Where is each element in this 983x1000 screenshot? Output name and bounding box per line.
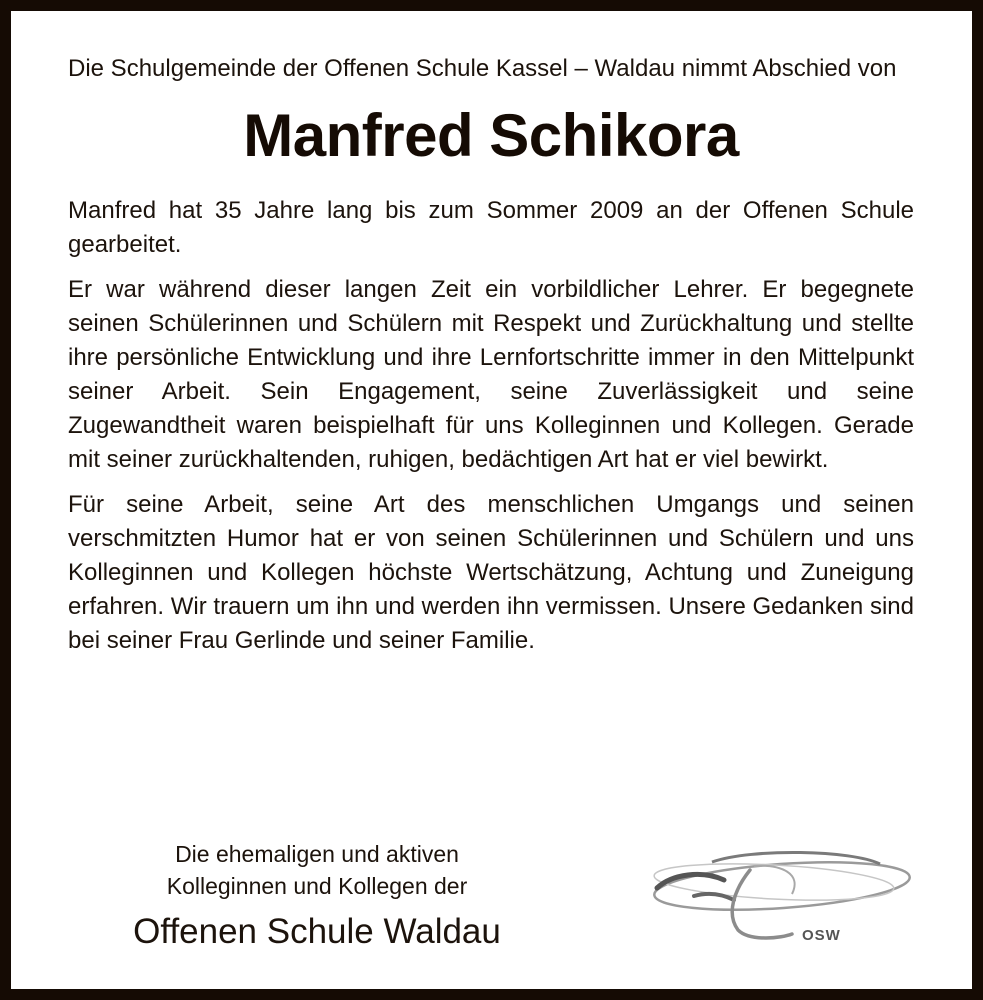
paragraph: Manfred hat 35 Jahre lang bis zum Sommer 2009 an der Offenen Schule gearbeitet.: [68, 197, 914, 258]
paragraph: Er war während dieser langen Zeit ein vorbildlicher Lehrer. Er begegnete seinen Schülerinnen und Schülern mit Respekt und Zurückhaltung und stellte ihre persönliche Entwicklung und ihre Lernfortschritte immer in den Mittelpunkt seiner Arbeit. Sein Engagement, seine Zuverlässigkeit und seine Zugewandtheit waren beispielhaft für uns Kolleginnen und Kollegen. Gerade mit seiner zurückhaltenden, ruhigen, bedächtigen Art hat er viel bewirkt.: [68, 276, 914, 473]
signers-line-1: Die ehemaligen und aktiven: [175, 841, 459, 867]
paragraph: Für seine Arbeit, seine Art des menschlichen Umgangs und seinen verschmitzten Humor hat er von seinen Schülerinnen und Schülern und uns Kolleginnen und Kollegen höchste Wertschätzung, Achtung und Zuneigung erfahren. Wir trauern um ihn und werden ihn vermissen. Unsere Gedanken sind bei seiner Frau Gerlinde und seiner Familie.: [68, 491, 914, 654]
school-logo-icon: [642, 844, 922, 954]
intro-text: Die Schulgemeinde der Offenen Schule Kassel – Waldau nimmt Abschied von: [68, 55, 897, 82]
signers-block: [80, 838, 554, 954]
signature-area: [0, 838, 983, 968]
school-name: Offenen Schule Waldau: [133, 912, 501, 951]
logo-text: OSW: [802, 927, 841, 944]
signers-line-2: Kolleginnen und Kollegen der: [166, 873, 468, 899]
obituary-content: [68, 52, 914, 669]
deceased-name: Manfred Schikora: [243, 102, 739, 169]
